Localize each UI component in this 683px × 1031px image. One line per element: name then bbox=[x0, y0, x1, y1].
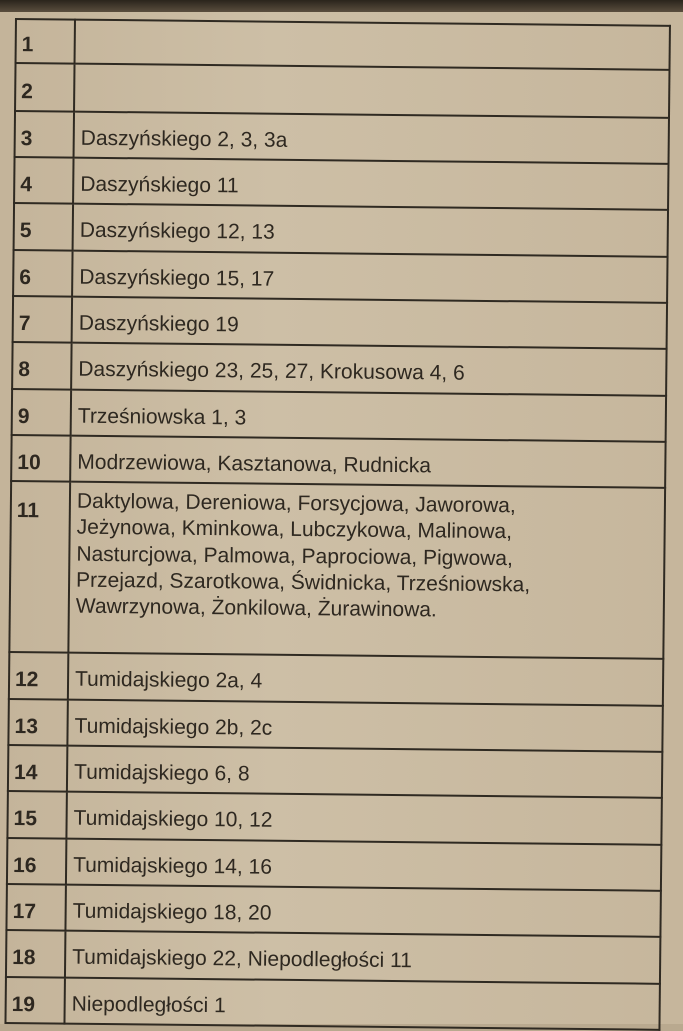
address-table bbox=[4, 18, 670, 1031]
row-address: Trześniowska 1, 3 bbox=[71, 389, 666, 442]
row-address: Tumidajskiego 2a, 4 bbox=[68, 653, 663, 706]
row-number: 9 bbox=[12, 388, 71, 435]
row-number: 16 bbox=[7, 838, 66, 885]
address-line: Daktylowa, Dereniowa, Forsycjowa, Jaworowa, bbox=[76, 489, 516, 518]
row-number: 5 bbox=[14, 203, 73, 250]
address-line: Jeżynowa, Kminkowa, Lubczykowa, Malinowa, bbox=[76, 516, 513, 544]
row-number: 1 bbox=[16, 19, 75, 64]
row-number: 11 bbox=[9, 481, 70, 653]
address-line: Nasturcjowa, Palmowa, Paprociowa, Pigwowa, bbox=[76, 542, 514, 570]
row-address: Daszyńskiego 23, 25, 27, Krokusowa 4, 6 bbox=[71, 343, 666, 396]
address-line: Wawrzynowa, Żonkilowa, Żurawinowa. bbox=[75, 594, 437, 622]
row-address: Daszyńskiego 15, 17 bbox=[72, 250, 667, 303]
row-address: Tumidajskiego 14, 16 bbox=[66, 838, 661, 891]
row-number: 3 bbox=[15, 111, 74, 158]
row-address: Tumidajskiego 18, 20 bbox=[65, 884, 660, 937]
table-row bbox=[13, 296, 667, 349]
table-row bbox=[7, 838, 661, 891]
row-address: Daszyńskiego 2, 3, 3a bbox=[74, 111, 669, 164]
table-row bbox=[7, 791, 661, 844]
row-number: 7 bbox=[13, 296, 72, 343]
row-address: Niepodległości 1 bbox=[64, 977, 659, 1030]
row-number: 19 bbox=[5, 976, 64, 1023]
row-address: Daszyńskiego 11 bbox=[73, 158, 668, 211]
table-row bbox=[14, 203, 668, 256]
table-row bbox=[14, 157, 668, 210]
row-number: 4 bbox=[14, 157, 73, 204]
table-row bbox=[11, 435, 665, 488]
row-address: Tumidajskiego 10, 12 bbox=[66, 792, 661, 845]
row-number: 15 bbox=[7, 791, 66, 838]
row-address: Tumidajskiego 22, Niepodległości 11 bbox=[65, 931, 660, 984]
table-row bbox=[15, 111, 669, 164]
table-row bbox=[15, 63, 669, 117]
row-number: 13 bbox=[8, 699, 67, 746]
row-number: 17 bbox=[6, 884, 65, 931]
row-address bbox=[75, 20, 670, 71]
page-header-strip bbox=[0, 0, 683, 12]
table-row bbox=[5, 976, 659, 1029]
table-row bbox=[13, 250, 667, 303]
table-row bbox=[8, 699, 662, 752]
table-row bbox=[6, 884, 660, 937]
row-number: 8 bbox=[12, 342, 71, 389]
table-row bbox=[12, 342, 666, 395]
table-row bbox=[9, 652, 663, 705]
table-row bbox=[12, 388, 666, 441]
row-address: Tumidajskiego 2b, 2c bbox=[67, 699, 662, 752]
table-row bbox=[6, 930, 660, 983]
row-address bbox=[74, 64, 669, 118]
row-number: 12 bbox=[9, 652, 68, 699]
row-address: Daszyńskiego 19 bbox=[72, 296, 667, 349]
row-number: 6 bbox=[13, 250, 72, 297]
table-row bbox=[9, 481, 665, 659]
row-address: Daszyńskiego 12, 13 bbox=[73, 204, 668, 257]
table-row bbox=[8, 745, 662, 798]
row-number: 10 bbox=[11, 435, 70, 482]
row-number: 18 bbox=[6, 930, 65, 977]
table-row bbox=[16, 19, 670, 70]
row-address: Modrzewiowa, Kasztanowa, Rudnicka bbox=[70, 435, 665, 488]
row-number: 14 bbox=[8, 745, 67, 792]
row-address-multiline bbox=[68, 482, 665, 659]
address-line: Przejazd, Szarotkowa, Świdnicka, Trześniowska, bbox=[75, 568, 531, 597]
row-address: Tumidajskiego 6, 8 bbox=[67, 746, 662, 799]
row-number: 2 bbox=[15, 63, 74, 111]
